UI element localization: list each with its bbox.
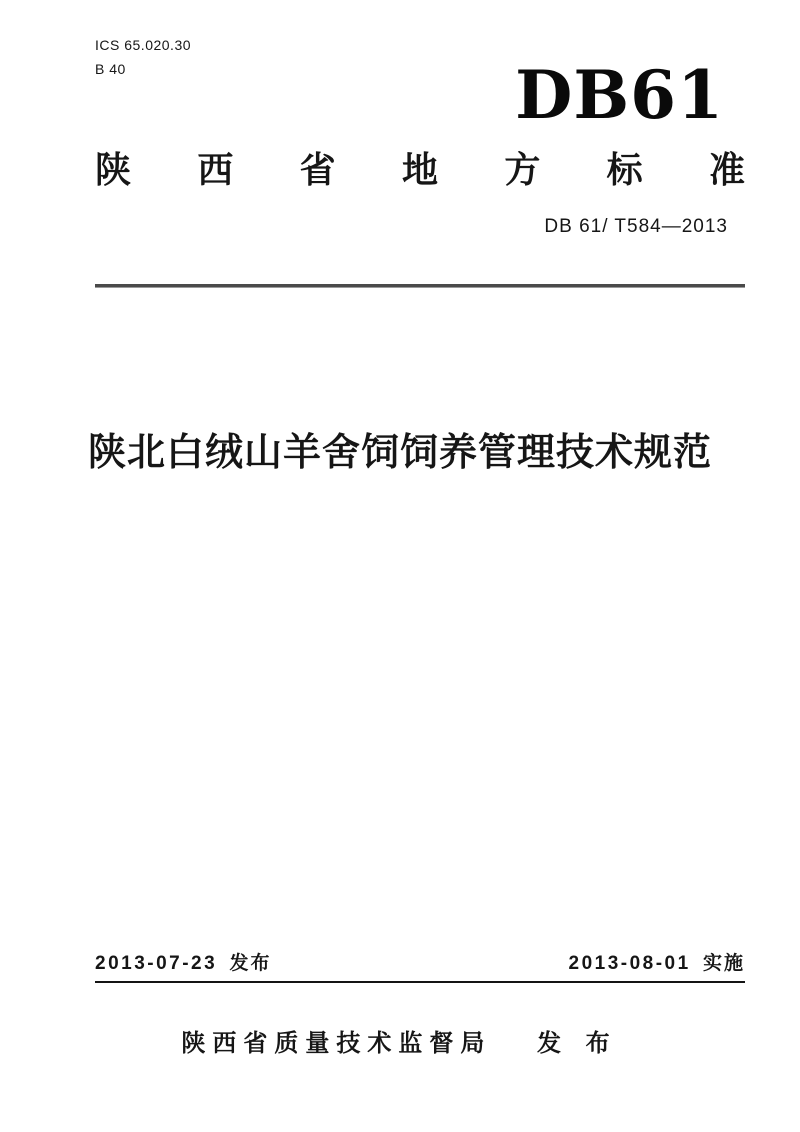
ics-code: ICS 65.020.30: [95, 37, 192, 53]
date-row: [95, 953, 745, 976]
standard-type-char: 西: [197, 149, 234, 190]
classification-code: B 40: [95, 61, 126, 77]
publisher-line: [0, 1030, 800, 1059]
standard-type-heading: [95, 150, 745, 190]
document-title: 陕北白绒山羊舍饲饲养管理技术规范: [87, 432, 712, 474]
header-rule: [95, 284, 745, 288]
standard-type-char: 地: [401, 149, 438, 190]
standard-type-char: 方: [504, 149, 541, 190]
implement-date: 2013-08-01: [568, 953, 691, 974]
standard-type-char: 标: [606, 149, 643, 190]
footer-rule: [95, 981, 745, 983]
publisher-name: 陕西省质量技术监督局: [181, 1030, 492, 1057]
implement-date-line: [569, 953, 746, 976]
standard-type-char: 省: [299, 149, 336, 190]
standard-type-char: 准: [708, 149, 745, 190]
implement-label: 实施: [702, 953, 745, 974]
issue-date: 2013-07-23: [95, 953, 218, 974]
publish-action-label: 发 布: [537, 1030, 619, 1057]
standard-number: DB 61/ T584—2013: [544, 216, 728, 237]
standard-type-char: 陕: [95, 149, 132, 190]
issue-label: 发布: [229, 953, 272, 974]
issue-date-line: [95, 953, 272, 976]
db61-logo: DB61: [515, 56, 724, 134]
